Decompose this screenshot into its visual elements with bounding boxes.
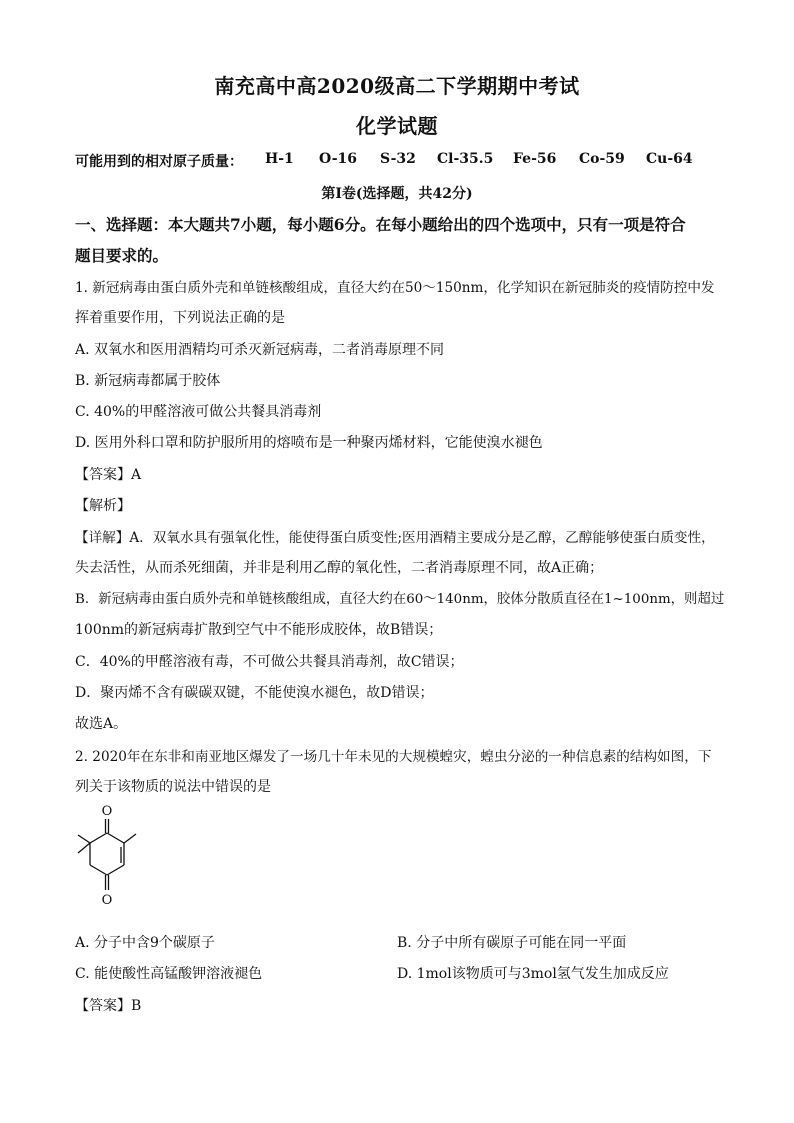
atomic-mass-item: O-16 xyxy=(319,151,358,167)
answer-value: A xyxy=(131,467,142,483)
q1-option-d: D. 医用外科口罩和防护服所用的熔喷布是一种聚丙烯材料，它能使溴水褪色 xyxy=(75,435,543,451)
q1-detail-line: C．40%的甲醛溶液有毒，不可做公共餐具消毒剂，故C错误； xyxy=(75,654,464,670)
q2-option-a: A. 分子中含9个碳原子 xyxy=(75,935,215,951)
q1-detail-line: B．新冠病毒由蛋白质外壳和单链核酸组成，直径大约在60～140nm，胶体分散质直径在1~100nm，则超过 xyxy=(75,592,725,607)
q1-detail-line: D．聚丙烯不含有碳碳双键，不能使溴水褪色，故D错误； xyxy=(75,685,434,701)
atomic-mass-item: Co-59 xyxy=(579,151,625,167)
q1-option-a: A. 双氧水和医用酒精均可杀灭新冠病毒，二者消毒原理不同 xyxy=(75,342,445,358)
atomic-mass-label: 可能用到的相对原子质量： xyxy=(75,154,243,170)
answer-label: 【答案】 xyxy=(75,998,131,1014)
q2-stem: 2. 2020年在东非和南亚地区爆发了一场几十年未见的大规模蝗灾，蝗虫分泌的一种信息素的结构如图，下 xyxy=(75,749,712,765)
q1-option-c: C. 40%的甲醛溶液可做公共餐具消毒剂 xyxy=(75,404,322,420)
atomic-mass-item: Fe-56 xyxy=(513,151,557,167)
q1-detail-line: 失去活性，从而杀死细菌，并非是利用乙醇的氧化性，二者消毒原理不同，故A正确； xyxy=(75,560,604,576)
answer-label: 【答案】 xyxy=(75,467,131,483)
q1-detail-line: 【详解】A．双氧水具有强氧化性，能使得蛋白质变性;医用酒精主要成分是乙醇，乙醇能够使蛋白质变性， xyxy=(75,530,715,546)
oxygen-label-top: O xyxy=(101,804,113,819)
q1-answer xyxy=(75,464,141,484)
atomic-mass-item: H-1 xyxy=(265,151,294,167)
instructions-line: 题目要求的。 xyxy=(75,246,169,265)
q1-detail-line: 100nm的新冠病毒扩散到空气中不能形成胶体，故B错误； xyxy=(75,622,443,638)
atomic-mass-item: S-32 xyxy=(380,151,416,167)
q1-stem: 挥着重要作用，下列说法正确的是 xyxy=(75,310,285,326)
q1-option-b: B. 新冠病毒都属于胶体 xyxy=(75,373,221,389)
page-subtitle: 化学试题 xyxy=(356,114,438,138)
q1-detail-line: 故选A。 xyxy=(75,716,128,732)
q2-answer xyxy=(75,995,141,1015)
page-title: 南充高中高2020级高二下学期期中考试 xyxy=(214,74,580,98)
q2-stem: 列关于该物质的说法中错误的是 xyxy=(75,779,271,795)
section-title: 第I卷(选择题，共42分) xyxy=(321,186,473,202)
q1-stem: 1. 新冠病毒由蛋白质外壳和单链核酸组成，直径大约在50～150nm，化学知识在新冠肺炎的疫情防控中发 xyxy=(75,280,715,296)
atomic-mass-item: Cu-64 xyxy=(646,151,693,167)
atomic-mass-item: Cl-35.5 xyxy=(437,151,494,167)
q2-option-d: D. 1mol该物质可与3mol氢气发生加成反应 xyxy=(397,966,669,982)
q2-option-c: C. 能使酸性高锰酸钾溶液褪色 xyxy=(75,966,263,982)
molecule-structure xyxy=(70,800,150,912)
q1-analysis-label: 【解析】 xyxy=(75,498,131,514)
oxygen-label-bottom: O xyxy=(101,893,113,908)
q2-option-b: B. 分子中所有碳原子可能在同一平面 xyxy=(397,935,627,951)
instructions-line: 一、选择题：本大题共7小题，每小题6分。在每小题给出的四个选项中，只有一项是符合 xyxy=(75,215,686,234)
answer-value: B xyxy=(131,998,142,1014)
